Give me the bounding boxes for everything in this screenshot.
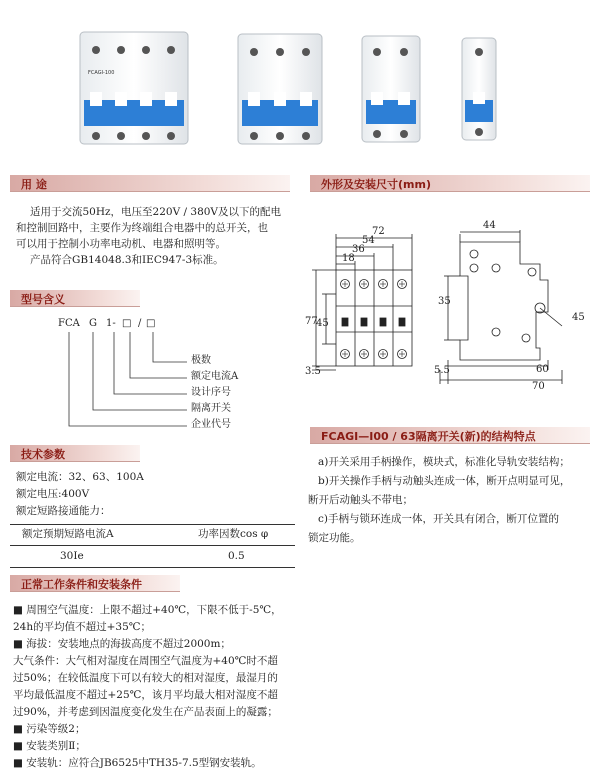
usage-line-2: 和控制回路中，主要作为终端组合电器中的总开关，也 — [16, 222, 268, 234]
feature-line-1: a)开关采用手柄操作，模块式，标准化导轨安装结构； — [318, 456, 570, 468]
dim-top-54: 54 — [362, 235, 375, 246]
dim-side-bottom-70: 70 — [532, 381, 545, 392]
normal-line-1: ■ 周围空气温度：上限不超过+40℃，下限不低于-5℃， — [13, 604, 282, 616]
table-header-current: 额定预期短路电流A — [22, 528, 114, 540]
normal-line-4: 大气条件：大气相对湿度在周围空气温度为+40℃时不超 — [13, 655, 278, 667]
section-tech-header — [10, 445, 140, 462]
feature-line-3: 断开后动触头不带电； — [308, 494, 413, 506]
section-features-header — [310, 427, 590, 444]
breaker-4pole — [80, 32, 188, 144]
model-label-poles: 极数 — [191, 355, 211, 366]
breaker-2pole — [362, 36, 420, 142]
usage-line-4: 产品符合GB14048.3和IEC947-3标准。 — [30, 254, 224, 266]
dim-top-36: 36 — [352, 244, 365, 255]
model-label-design: 设计序号 — [191, 387, 231, 398]
dim-left-77: 77 — [305, 316, 318, 327]
section-model-header — [10, 290, 140, 307]
model-label-isolator: 隔离开关 — [191, 403, 231, 414]
dim-top-18: 18 — [342, 253, 355, 264]
normal-line-2: 24h的平均值不超过+35℃； — [13, 621, 152, 633]
product-label: FCAGI-100 — [88, 70, 115, 76]
feature-line-4: c)手柄与锁环连成一体，开关具有闭合，断丌位置的 — [318, 513, 559, 525]
model-label-current: 额定电流A — [191, 371, 239, 382]
dim-side-right-45: 45 — [572, 312, 585, 323]
section-usage-header — [10, 175, 290, 192]
normal-line-3: ■ 海拔：安装地点的海拔高度不超过2000m； — [13, 638, 231, 650]
breaker-3pole — [238, 34, 322, 144]
dim-left-45: 45 — [316, 318, 329, 329]
dim-side-bottom-5.5: 5.5 — [434, 365, 450, 376]
normal-line-9: ■ 安装类别Ⅱ； — [13, 740, 86, 752]
table-bottom-rule — [10, 567, 295, 568]
product-photos — [70, 12, 530, 152]
model-part-box1: □ — [122, 318, 132, 329]
section-dims-header — [310, 175, 590, 192]
normal-line-8: ■ 污染等级2； — [13, 723, 86, 735]
model-part-box2: □ — [146, 318, 156, 329]
dim-side-left-35: 35 — [438, 296, 451, 307]
section-tech-title: 技术参数 — [21, 448, 65, 461]
normal-line-10: ■ 安装轨：应符合JB6525中TH35-7.5型钢安装轨。 — [13, 757, 262, 769]
side-body — [460, 242, 548, 360]
dim-side-top-44: 44 — [483, 220, 496, 231]
dim-left-3.5: 3.5 — [305, 366, 321, 377]
table-header-pf: 功率因数cos φ — [198, 528, 269, 540]
table-mid-rule — [10, 545, 295, 546]
section-features-title: FCAGI—I00 / 63隔离开关(新)的结构特点 — [321, 430, 536, 443]
section-dims-title: 外形及安装尺寸(mm) — [321, 178, 431, 191]
dim-side-bottom-60: 60 — [536, 364, 549, 375]
tech-capacity: 额定短路接通能力： — [16, 505, 111, 517]
table-top-rule — [10, 524, 295, 525]
feature-line-2: b)开关操作手柄与动触头连成一体，断开点明显可见， — [318, 475, 571, 487]
breaker-1pole — [462, 38, 496, 140]
usage-line-3: 可以用于控制小功率电动机、电器和照明等。 — [16, 238, 226, 250]
model-part-slash: / — [138, 318, 142, 329]
normal-line-6: 平均最低温度不超过+25℃，该月平均最大相对湿度不超 — [13, 689, 278, 701]
table-cell-pf: 0.5 — [228, 550, 245, 562]
usage-line-1: 适用于交流50Hz，电压至220V / 380V及以下的配电 — [30, 206, 282, 218]
section-normal-title: 正常工作条件和安装条件 — [21, 578, 142, 591]
normal-line-7: 过90%，并考虑到因温度变化发生在产品表面上的凝露； — [13, 706, 278, 718]
model-part-fca: FCA — [58, 318, 80, 329]
section-normal-header — [10, 575, 180, 592]
model-code-lines — [55, 330, 195, 435]
model-label-company: 企业代号 — [191, 419, 231, 430]
normal-line-5: 过50%；在较低温度下可以有较大的相对湿度，最湿月的 — [13, 672, 278, 684]
feature-line-5: 锁定功能。 — [308, 532, 361, 544]
section-usage-title: 用 途 — [21, 178, 47, 191]
table-cell-current: 30Ie — [60, 550, 84, 562]
model-part-1: 1- — [106, 318, 116, 329]
tech-voltage: 额定电压:400V — [16, 488, 90, 500]
section-model-title: 型号含义 — [21, 293, 65, 306]
model-part-g: G — [89, 318, 97, 329]
tech-current: 额定电流：32、63、100A — [16, 471, 144, 483]
dim-top-72: 72 — [372, 226, 385, 237]
